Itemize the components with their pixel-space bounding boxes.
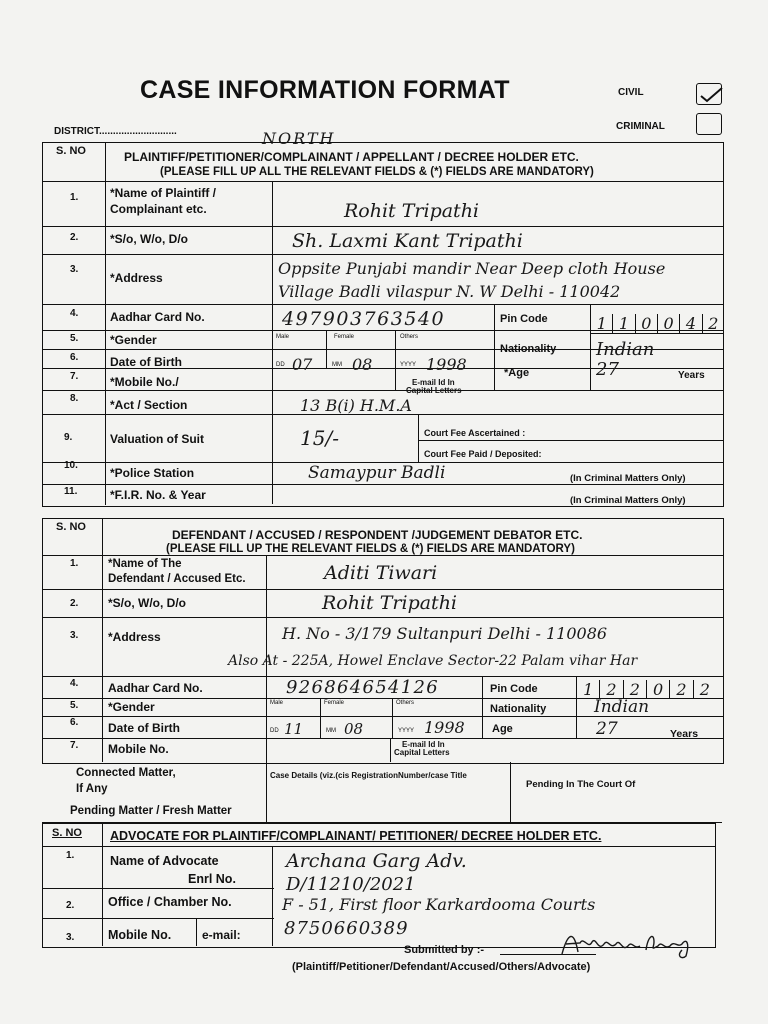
defendant-pin-label: Pin Code: [490, 683, 538, 695]
advocate-office-value: F - 51, First floor Karkardooma Courts: [282, 895, 596, 914]
gender-female-option[interactable]: Female: [334, 334, 355, 340]
defendant-email-label: Capital Letters: [394, 748, 450, 757]
plaintiff-sno-label: S. NO: [56, 145, 86, 157]
defendant-gender-label: *Gender: [108, 700, 155, 714]
dob-yyyy-label: YYYY: [400, 362, 417, 368]
defendant-age-label: Age: [492, 723, 513, 735]
advocate-email-label: e-mail:: [202, 928, 241, 942]
plaintiff-address-line2: Village Badli vilaspur N. W Delhi - 110042: [278, 282, 621, 301]
row-number: 2.: [70, 232, 79, 243]
plaintiff-police-value: Samaypur Badli: [308, 463, 446, 483]
defendant-email-label: E-mail Id In: [402, 740, 445, 749]
check-mark-icon: [697, 84, 723, 106]
advocate-enrl-label: Enrl No.: [188, 872, 236, 886]
dob-dd-label: DD: [276, 362, 285, 368]
plaintiff-gender-label: *Gender: [110, 333, 157, 347]
case-details-label: Case Details (viz.(cis RegistrationNumber/case Title: [270, 771, 467, 780]
plaintiff-dob-month: 08: [352, 355, 373, 374]
row-number: 1.: [70, 192, 79, 203]
pin-digit: 1: [576, 680, 599, 699]
row-number: 9.: [64, 432, 73, 443]
district-label: DISTRICT............................: [54, 126, 177, 137]
advocate-name-label: Name of Advocate: [110, 854, 219, 868]
row-number: 3.: [70, 264, 79, 275]
advocate-mobile-value: 8750660389: [284, 918, 409, 939]
plaintiff-address-label: *Address: [110, 271, 163, 285]
defendant-sno-label: S. NO: [56, 521, 86, 533]
dob-dd-label: DD: [270, 728, 279, 734]
plaintiff-name-value: Rohit Tripathi: [344, 200, 480, 222]
plaintiff-nationality-label: Nationality: [500, 343, 557, 355]
defendant-address-line1: H. No - 3/179 Sultanpuri Delhi - 110086: [282, 624, 608, 643]
advocate-sno-label: S. NO: [52, 827, 82, 839]
plaintiff-valuation-value: 15/-: [300, 426, 339, 450]
gender-others-option[interactable]: Others: [396, 700, 415, 706]
defendant-name-label: *Name of The: [108, 558, 182, 570]
pin-digit: 2: [702, 314, 724, 334]
gender-female-option[interactable]: Female: [324, 700, 345, 706]
advocate-signature: [558, 926, 698, 965]
row-number: 11.: [64, 486, 78, 497]
defendant-aadhar-label: Aadhar Card No.: [108, 681, 203, 695]
defendant-dob-label: Date of Birth: [108, 721, 180, 735]
row-number: 2.: [66, 900, 75, 911]
pin-digit: 2: [623, 680, 646, 699]
pin-digit: 2: [693, 680, 716, 699]
plaintiff-email-label: Capital Letters: [406, 386, 462, 395]
advocate-enrl-value: D/11210/2021: [286, 874, 416, 895]
plaintiff-pin-boxes: [590, 314, 724, 334]
plaintiff-act-label: *Act / Section: [110, 398, 188, 412]
defendant-dob-day: 11: [284, 720, 304, 738]
plaintiff-fir-label: *F.I.R. No. & Year: [110, 488, 206, 502]
plaintiff-dob-label: Date of Birth: [110, 355, 182, 369]
plaintiff-police-label: *Police Station: [110, 466, 195, 480]
plaintiff-mobile-label: *Mobile No./: [110, 375, 179, 389]
defendant-name-value: Aditi Tiwari: [324, 562, 438, 584]
plaintiff-aadhar-label: Aadhar Card No.: [110, 310, 205, 324]
advocate-heading: ADVOCATE FOR PLAINTIFF/COMPLAINANT/ PETITIONER/ DECREE HOLDER ETC.: [110, 829, 602, 843]
row-number: 6.: [70, 717, 79, 728]
row-number: 4.: [70, 308, 79, 319]
criminal-only-note: (In Criminal Matters Only): [570, 495, 686, 506]
civil-label: CIVIL: [618, 87, 644, 98]
advocate-mobile-label: Mobile No.: [108, 928, 172, 942]
row-number: 5.: [70, 333, 79, 344]
defendant-subheading: (PLEASE FILL UP THE RELEVANT FIELDS & (*) FIELDS ARE MANDATORY): [166, 543, 575, 555]
dob-mm-label: MM: [326, 728, 336, 734]
plaintiff-age-label: *Age: [504, 367, 530, 379]
defendant-dob-month: 08: [344, 720, 364, 738]
defendant-nationality-label: Nationality: [490, 703, 547, 715]
defendant-heading: DEFENDANT / ACCUSED / RESPONDENT /JUDGEMENT DEBATOR ETC.: [172, 528, 583, 542]
plaintiff-years-label: Years: [678, 370, 705, 381]
dob-mm-label: MM: [332, 362, 342, 368]
defendant-years-label: Years: [670, 728, 699, 740]
criminal-only-note: (In Criminal Matters Only): [570, 473, 686, 484]
criminal-checkbox[interactable]: [696, 113, 722, 135]
pin-digit: 1: [612, 314, 634, 334]
row-number: 5.: [70, 700, 79, 711]
plaintiff-age-value: 27: [596, 359, 619, 380]
court-fee-paid-label: Court Fee Paid / Deposited:: [424, 449, 542, 459]
plaintiff-valuation-label: Valuation of Suit: [110, 432, 205, 446]
defendant-dob-year: 1998: [424, 718, 465, 737]
pin-digit: 0: [657, 314, 679, 334]
pending-court-label: Pending In The Court Of: [526, 779, 636, 790]
submitted-parties-label: (Plaintiff/Petitioner/Defendant/Accused/Others/Advocate): [292, 961, 591, 973]
row-number: 10.: [64, 460, 78, 471]
row-number: 1.: [66, 850, 75, 861]
plaintiff-email-label: E-mail Id In: [412, 378, 455, 387]
form-title: CASE INFORMATION FORMAT: [140, 76, 510, 104]
row-number: 1.: [70, 558, 79, 569]
dob-yyyy-label: YYYY: [398, 728, 415, 734]
district-value: NORTH: [262, 129, 336, 148]
plaintiff-act-value: 13 B(i) H.M.A: [300, 396, 412, 415]
defendant-address-label: *Address: [108, 630, 161, 644]
row-number: 8.: [70, 393, 79, 404]
pin-digit: 2: [669, 680, 692, 699]
defendant-address-line2: Also At - 225A, Howel Enclave Sector-22 Palam vihar Har: [228, 653, 638, 669]
plaintiff-dob-day: 07: [292, 355, 313, 374]
plaintiff-subheading: (PLEASE FILL UP ALL THE RELEVANT FIELDS & (*) FIELDS ARE MANDATORY): [160, 166, 594, 178]
plaintiff-name-label: *Name of Plaintiff /: [110, 186, 217, 200]
plaintiff-dob-year: 1998: [426, 355, 467, 374]
row-number: 3.: [66, 932, 75, 943]
civil-checkbox[interactable]: [696, 83, 722, 105]
row-number: 7.: [70, 371, 79, 382]
advocate-office-label: Office / Chamber No.: [108, 895, 232, 909]
defendant-so-label: *S/o, W/o, D/o: [108, 596, 186, 610]
pin-digit: 4: [679, 314, 701, 334]
gender-male-option[interactable]: Male: [270, 700, 284, 706]
advocate-name-value: Archana Garg Adv.: [286, 850, 467, 872]
row-number: 7.: [70, 740, 79, 751]
connected-matter-label: If Any: [76, 783, 108, 795]
plaintiff-heading: PLAINTIFF/PETITIONER/COMPLAINANT / APPELLANT / DECREE HOLDER ETC.: [124, 150, 579, 164]
row-number: 4.: [70, 678, 79, 689]
pin-digit: 2: [599, 680, 622, 699]
row-number: 3.: [70, 630, 79, 641]
plaintiff-aadhar-value: 497903763540: [282, 308, 446, 330]
gender-others-option[interactable]: Others: [400, 334, 419, 340]
defendant-nationality-value: Indian: [594, 697, 650, 717]
pin-digit: 0: [635, 314, 657, 334]
plaintiff-name-label: Complainant etc.: [110, 202, 207, 216]
criminal-label: CRIMINAL: [616, 121, 665, 132]
court-fee-ascertained-label: Court Fee Ascertained :: [424, 428, 526, 438]
defendant-name-label: Defendant / Accused Etc.: [108, 573, 246, 585]
plaintiff-pin-label: Pin Code: [500, 313, 548, 325]
row-number: 6.: [70, 352, 79, 363]
plaintiff-nationality-value: Indian: [596, 339, 655, 360]
defendant-so-value: Rohit Tripathi: [322, 592, 458, 614]
plaintiff-address-line1: Oppsite Punjabi mandir Near Deep cloth House: [278, 259, 666, 278]
defendant-age-value: 27: [596, 719, 618, 739]
defendant-mobile-label: Mobile No.: [108, 742, 169, 756]
connected-matter-label: Connected Matter,: [76, 767, 176, 779]
defendant-aadhar-value: 926864654126: [286, 677, 440, 698]
row-number: 2.: [70, 598, 79, 609]
submitted-by-label: Submitted by :-: [404, 944, 485, 956]
pending-matter-label: Pending Matter / Fresh Matter: [70, 805, 232, 817]
plaintiff-so-value: Sh. Laxmi Kant Tripathi: [292, 230, 523, 252]
gender-male-option[interactable]: Male: [276, 334, 290, 340]
plaintiff-so-label: *S/o, W/o, D/o: [110, 232, 188, 246]
pin-digit: 1: [590, 314, 612, 334]
pin-digit: 0: [646, 680, 669, 699]
